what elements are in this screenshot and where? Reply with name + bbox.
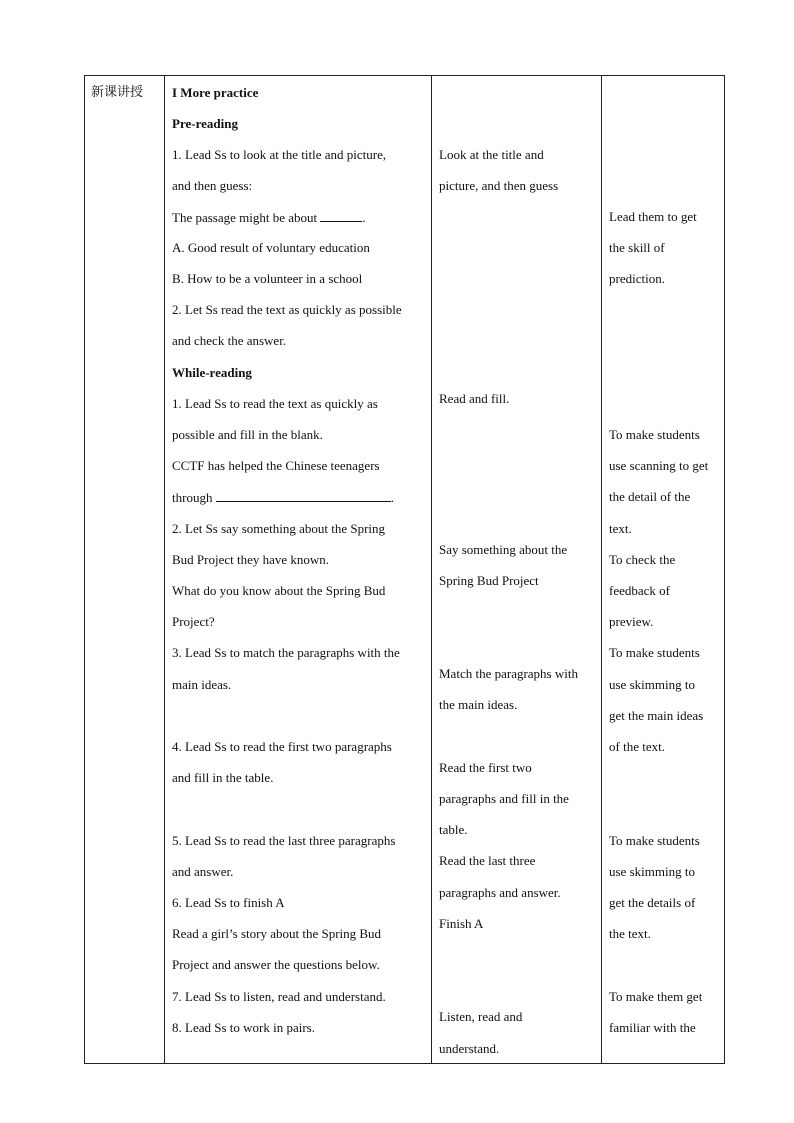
student-line: Spring Bud Project <box>439 573 539 588</box>
answer-blank <box>216 489 391 502</box>
student-line: picture, and then guess <box>439 178 559 193</box>
purpose-line: use scanning to get <box>609 458 709 473</box>
student-line: paragraphs and fill in the <box>439 791 569 806</box>
purpose-line: familiar with the <box>609 1020 696 1035</box>
teacher-line-text: The passage might be about <box>172 210 321 225</box>
column-divider <box>164 76 165 1063</box>
teacher-line: and fill in the table. <box>172 770 274 785</box>
teacher-line: Bud Project they have known. <box>172 552 330 567</box>
purpose-line: preview. <box>609 614 654 629</box>
teacher-line: 5. Lead Ss to read the last three paragraphs <box>172 833 396 848</box>
section-label: 新课讲授 <box>91 85 144 100</box>
purpose-line: text. <box>609 521 632 536</box>
teacher-line: 2. Let Ss read the text as quickly as possible <box>172 302 402 317</box>
option-a: A. Good result of voluntary education <box>172 240 370 255</box>
student-line: paragraphs and answer. <box>439 885 561 900</box>
student-line: Read the last three <box>439 853 536 868</box>
teacher-line: 6. Lead Ss to finish A <box>172 895 285 910</box>
teacher-line: 1. Lead Ss to read the text as quickly as <box>172 396 378 411</box>
student-line: Read and fill. <box>439 391 510 406</box>
teacher-line: Project? <box>172 614 215 629</box>
student-line: understand. <box>439 1041 500 1056</box>
teacher-line-text: . <box>390 490 394 505</box>
purpose-line: To make students <box>609 427 700 442</box>
student-line: Match the paragraphs with <box>439 666 578 681</box>
answer-blank <box>320 209 362 222</box>
teacher-line-text: through <box>172 490 216 505</box>
teacher-line: and answer. <box>172 864 234 879</box>
purpose-line: the text. <box>609 926 651 941</box>
teacher-line: 8. Lead Ss to work in pairs. <box>172 1020 315 1035</box>
lesson-plan-table <box>84 75 725 1064</box>
heading-more-practice: I More practice <box>172 85 259 100</box>
heading-pre-reading: Pre-reading <box>172 116 238 131</box>
student-line: Look at the title and <box>439 147 544 162</box>
purpose-line: get the details of <box>609 895 696 910</box>
teacher-line: 3. Lead Ss to match the paragraphs with the <box>172 645 400 660</box>
purpose-line: To make students <box>609 645 700 660</box>
teacher-line-blank <box>172 489 394 506</box>
student-line: Say something about the <box>439 542 568 557</box>
student-line: the main ideas. <box>439 697 518 712</box>
teacher-line-blank <box>172 209 366 226</box>
teacher-line: Project and answer the questions below. <box>172 957 380 972</box>
purpose-line: To make students <box>609 833 700 848</box>
teacher-line: and then guess: <box>172 178 253 193</box>
purpose-line: get the main ideas <box>609 708 704 723</box>
teacher-line: 1. Lead Ss to look at the title and picture, <box>172 147 387 162</box>
teacher-line: and check the answer. <box>172 333 287 348</box>
teacher-line-text: . <box>362 210 366 225</box>
heading-while-reading: While-reading <box>172 365 252 380</box>
student-line: Read the first two <box>439 760 532 775</box>
option-b: B. How to be a volunteer in a school <box>172 271 363 286</box>
purpose-line: use skimming to <box>609 864 695 879</box>
student-line: Listen, read and <box>439 1009 523 1024</box>
teacher-line: CCTF has helped the Chinese teenagers <box>172 458 380 473</box>
teacher-line: possible and fill in the blank. <box>172 427 323 442</box>
column-divider <box>601 76 602 1063</box>
student-line: Finish A <box>439 916 484 931</box>
teacher-line: 2. Let Ss say something about the Spring <box>172 521 386 536</box>
column-divider <box>431 76 432 1063</box>
purpose-line: feedback of <box>609 583 670 598</box>
teacher-line: 4. Lead Ss to read the first two paragraphs <box>172 739 392 754</box>
teacher-line: Read a girl’s story about the Spring Bud <box>172 926 382 941</box>
student-line: table. <box>439 822 468 837</box>
purpose-line: Lead them to get <box>609 209 697 224</box>
purpose-line: of the text. <box>609 739 665 754</box>
purpose-line: To check the <box>609 552 676 567</box>
purpose-line: the skill of <box>609 240 665 255</box>
teacher-line: What do you know about the Spring Bud <box>172 583 386 598</box>
purpose-line: the detail of the <box>609 489 691 504</box>
purpose-line: use skimming to <box>609 677 695 692</box>
teacher-line: 7. Lead Ss to listen, read and understand. <box>172 989 386 1004</box>
purpose-line: To make them get <box>609 989 703 1004</box>
purpose-line: prediction. <box>609 271 665 286</box>
teacher-line: main ideas. <box>172 677 232 692</box>
